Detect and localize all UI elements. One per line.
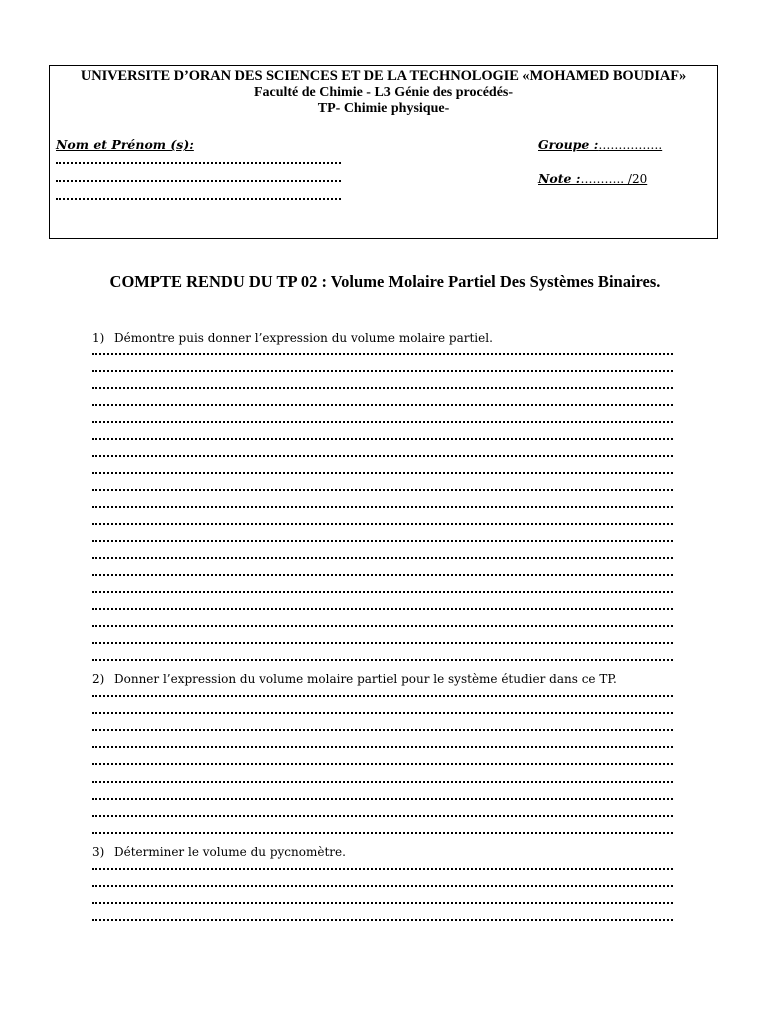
answer-line[interactable]	[92, 659, 673, 661]
answer-line[interactable]	[92, 868, 673, 870]
group-label: Groupe :	[538, 137, 599, 152]
note-field[interactable]	[538, 171, 647, 186]
answer-line[interactable]	[92, 370, 673, 372]
answer-line[interactable]	[92, 625, 673, 627]
note-value: ……….. /20	[580, 172, 648, 186]
answer-line[interactable]	[92, 557, 673, 559]
answer-line[interactable]	[92, 574, 673, 576]
answer-line[interactable]	[92, 729, 673, 731]
answer-line[interactable]	[92, 832, 673, 834]
name-line-1[interactable]	[56, 162, 341, 164]
answer-line[interactable]	[92, 885, 673, 887]
note-label: Note :	[538, 171, 581, 186]
group-value: …………….	[598, 138, 663, 152]
question-3	[92, 845, 346, 859]
answer-line[interactable]	[92, 815, 673, 817]
answer-line[interactable]	[92, 712, 673, 714]
answer-line[interactable]	[92, 798, 673, 800]
header-box	[49, 65, 718, 239]
question-1	[92, 331, 493, 345]
answer-line[interactable]	[92, 591, 673, 593]
answer-line[interactable]	[92, 489, 673, 491]
answer-line[interactable]	[92, 438, 673, 440]
answer-line[interactable]	[92, 763, 673, 765]
question-text: Déterminer le volume du pycnomètre.	[114, 845, 346, 859]
answer-line[interactable]	[92, 506, 673, 508]
answer-line[interactable]	[92, 455, 673, 457]
question-number: 3)	[92, 845, 105, 859]
name-label: Nom et Prénom (s):	[56, 137, 194, 152]
answer-line[interactable]	[92, 919, 673, 921]
answer-line[interactable]	[92, 523, 673, 525]
answer-line[interactable]	[92, 387, 673, 389]
answer-line[interactable]	[92, 608, 673, 610]
question-number: 2)	[92, 672, 105, 686]
name-line-3[interactable]	[56, 198, 341, 200]
answer-line[interactable]	[92, 642, 673, 644]
answer-line[interactable]	[92, 353, 673, 355]
question-2	[92, 672, 617, 686]
answer-line[interactable]	[92, 695, 673, 697]
answer-line[interactable]	[92, 781, 673, 783]
answer-line[interactable]	[92, 421, 673, 423]
page-title: COMPTE RENDU DU TP 02 : Volume Molaire Partiel Des Systèmes Binaires.	[109, 272, 661, 291]
question-text: Donner l’expression du volume molaire partiel pour le système étudier dans ce TP.	[114, 672, 617, 686]
answer-line[interactable]	[92, 404, 673, 406]
faculty-line: Faculté de Chimie - L3 Génie des procédés-	[253, 85, 514, 100]
answer-line[interactable]	[92, 746, 673, 748]
answer-line[interactable]	[92, 472, 673, 474]
course-line: TP- Chimie physique-	[317, 101, 450, 116]
name-line-2[interactable]	[56, 180, 341, 182]
answer-line[interactable]	[92, 540, 673, 542]
answer-line[interactable]	[92, 902, 673, 904]
question-text: Démontre puis donner l’expression du volume molaire partiel.	[114, 331, 493, 345]
group-field[interactable]	[538, 137, 662, 152]
university-name: UNIVERSITE D’ORAN DES SCIENCES ET DE LA TECHNOLOGIE «MOHAMED BOUDIAF»	[80, 68, 687, 84]
question-number: 1)	[92, 331, 105, 345]
